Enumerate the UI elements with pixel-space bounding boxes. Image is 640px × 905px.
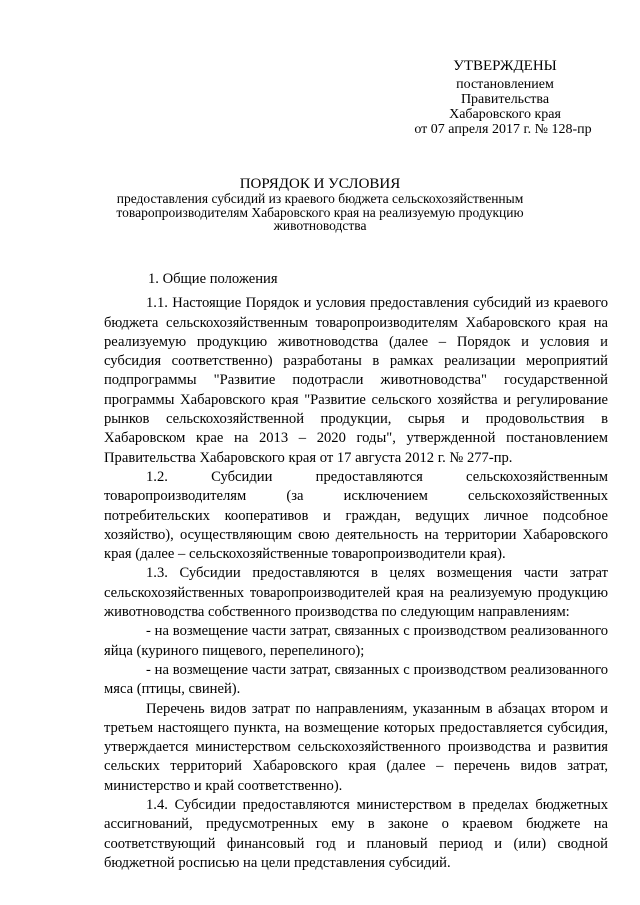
- approval-heading: УТВЕРЖДЕНЫ: [453, 58, 557, 74]
- section-heading: 1. Общие положения: [148, 271, 278, 287]
- approval-date: от 07 апреля 2017 г. № 128-пр: [414, 122, 592, 137]
- approval-line: Правительства: [460, 92, 550, 107]
- paragraph-1-1: 1.1. Настоящие Порядок и условия предоставления субсидий из краевого бюджета сельскохозяйственным товаропроизводителям Хабаровского края на реализуемую продукцию животноводства (далее – Порядок и условия и субсидия соответственно) разработаны в рамках реализации мероприятий подпрограммы "Развитие подотрасли животноводства" государственной программы Хабаровского края "Развитие сельского хозяйства и регулирование рынков сельскохозяйственной продукции, сырья и продовольствия в Хабаровском крае на 2013 – 2020 годы", утвержденной постановлением Правительства Хабаровского края от 17 августа 2012 г. № 277-пр.: [104, 295, 608, 466]
- paragraph-1-4: 1.4. Субсидии предоставляются министерством в пределах бюджетных ассигнований, предусмотренных ему в законе о краевом бюджете на соответствующий финансовый год и плановый период и (или) сводной бюджетной росписью на цели представления субсидий.: [104, 797, 608, 871]
- document-title-block: [100, 176, 540, 233]
- paragraph-1-3-item-meat: - на возмещение части затрат, связанных с производством реализованного мяса (птицы, свиней).: [104, 661, 608, 698]
- paragraph-1-2: 1.2. Субсидии предоставляются сельскохозяйственным товаропроизводителям (за исключением сельскохозяйственных потребительских кооперативов и граждан, ведущих личное подсобное хозяйство), осуществляющим свою деятельность на территории Хабаровского края (далее – сельскохозяйственные товаропроизводители края).: [104, 468, 608, 563]
- paragraph-1-3-item-eggs: - на возмещение части затрат, связанных с производством реализованного яйца (куриного пищевого, перепелиного);: [104, 623, 608, 659]
- approval-line: Хабаровского края: [449, 107, 561, 122]
- approval-stamp: [400, 58, 610, 137]
- approval-line: постановлением: [456, 77, 554, 92]
- document-title: ПОРЯДОК И УСЛОВИЯ: [239, 176, 401, 192]
- document-body: [104, 270, 608, 873]
- document-subtitle: предоставления субсидий из краевого бюджета сельскохозяйственным товаропроизводителям Хабаровского края на реализуемую продукцию животноводства: [116, 191, 524, 233]
- paragraph-1-3-cost-list: Перечень видов затрат по направлениям, указанным в абзацах втором и третьем настоящего пункта, на возмещение которых предоставляется субсидия, утверждается министерством сельскохозяйственного производства и развития сельских территорий Хабаровского края (далее – перечень видов затрат, министерство и край соответственно).: [104, 700, 608, 794]
- paragraph-1-3: 1.3. Субсидии предоставляются в целях возмещения части затрат сельскохозяйственных товаропроизводителей края на реализуемую продукцию животноводства собственного производства по следующим направлениям:: [104, 565, 608, 621]
